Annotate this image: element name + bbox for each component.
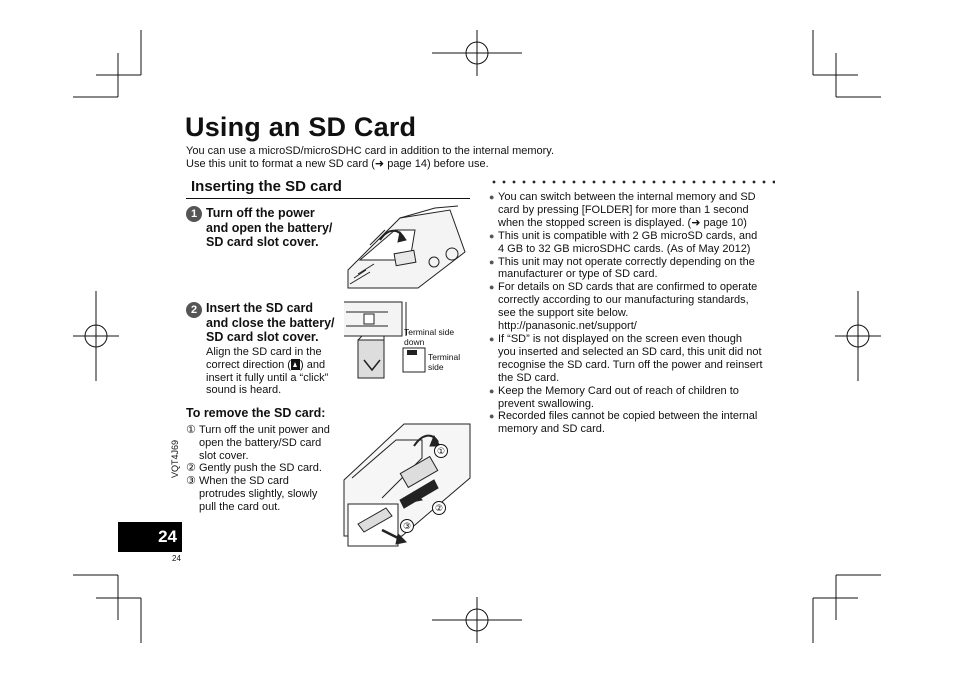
step-2-badge: 2 (186, 302, 202, 318)
callout-3: ③ (400, 519, 414, 533)
arrow-right-icon: ➜ (374, 158, 385, 170)
step-1-badge: 1 (186, 206, 202, 222)
page-title: Using an SD Card (185, 112, 417, 142)
bullet-icon: ● (489, 333, 495, 344)
list-item: ● This unit may not operate correctly depending on the manufacturer or type of SD card. (489, 255, 755, 281)
list-item: ● This unit is compatible with 2 GB microSD cards, and 4 GB to 32 GB microSDHC cards. (As of May 2012) (489, 229, 758, 255)
list-item: ● Recorded files cannot be copied between the internal memory and SD card. (489, 410, 758, 436)
step-2-detail: Align the SD card in the correct direction ( ) and insert it fully until a “click” sound is heard. (206, 346, 329, 397)
bullet-icon: ● (489, 385, 495, 396)
dotted-divider (489, 178, 775, 186)
step-2-text: Insert the SD card and close the battery/ SD card slot cover. (206, 301, 335, 345)
open-cover-illustration (340, 200, 470, 290)
small-page-number: 24 (172, 554, 181, 563)
intro-line-1: You can use a microSD/microSDHC card in addition to the internal memory. (186, 145, 555, 157)
list-item: ● For details on SD cards that are confirmed to operate correctly according to our manufacturing standards, see the support site below. http://panasonic.net/support/ (489, 281, 771, 333)
support-link[interactable]: http://panasonic.net/support/ (498, 320, 637, 333)
step-1-text: Turn off the power and open the battery/ SD card slot cover. (206, 206, 333, 250)
terminal-side-label: Terminal side (428, 352, 461, 372)
bullet-icon: ● (489, 256, 495, 267)
callout-2: ② (432, 501, 446, 515)
list-item: ② Gently push the SD card. (186, 462, 322, 475)
notes-list (489, 191, 771, 436)
callout-1: ① (434, 444, 448, 458)
bullet-icon: ● (489, 192, 495, 202)
remove-steps-list (186, 424, 336, 514)
sd-direction-icon (291, 359, 300, 370)
list-item: ● You can switch between the internal memory and SD card by pressing [FOLDER] for more than 1 second when the stopped screen is displayed. (➜ page 10) (489, 191, 756, 229)
card-terminal-icon (402, 347, 426, 373)
terminal-side-down-label: Terminal side down (404, 327, 455, 347)
bullet-icon: ● (489, 230, 495, 241)
list-item: ③ When the SD card protrudes slightly, slowly pull the card out. (186, 475, 318, 513)
bullet-icon: ● (489, 282, 495, 293)
intro-line-2: Use this unit to format a new SD card (➜ page 14) before use. (186, 158, 489, 170)
list-item: ● Keep the Memory Card out of reach of children to prevent swallowing. (489, 384, 739, 410)
list-item: ① Turn off the unit power and open the battery/SD card slot cover. (186, 424, 330, 462)
section-heading: Inserting the SD card (186, 178, 470, 199)
remove-heading: To remove the SD card: (186, 406, 326, 420)
intro-text (186, 145, 554, 171)
list-item: ● If “SD” is not displayed on the screen even though you inserted and selected an SD card, this unit did not recognise the SD card. Turn off the power and reinsert the SD card. (489, 332, 763, 384)
bullet-icon: ● (489, 411, 495, 422)
page-number-tab: 24 (118, 522, 182, 552)
document-code: VQT4J69 (170, 439, 180, 478)
